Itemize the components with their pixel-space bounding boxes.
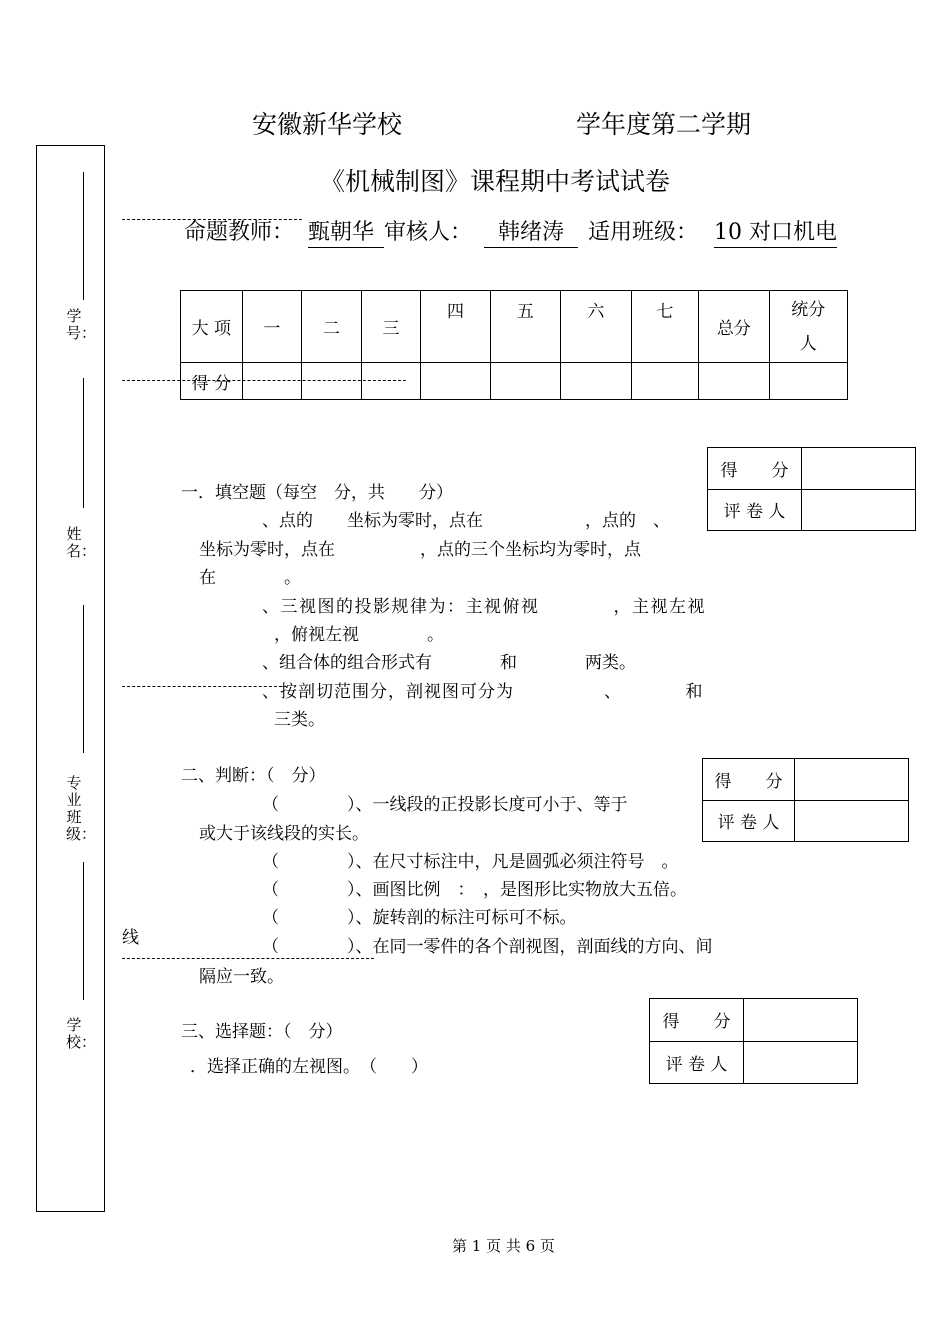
col-4: 四 [421, 291, 490, 363]
s2-q2: （ ）、在尺寸标注中，凡是圆弧必须注符号 。 [262, 852, 679, 872]
grade-box-2 [702, 758, 909, 842]
grade-score-cell[interactable] [744, 999, 858, 1042]
grader-cell[interactable] [744, 1041, 858, 1084]
student-name-label: 姓名： [66, 525, 97, 560]
cut-line [122, 686, 282, 687]
binding-line [83, 605, 84, 753]
grade-box-3 [649, 998, 858, 1084]
class-label-top: 适用班级： [588, 220, 699, 245]
score-cell[interactable] [421, 363, 490, 400]
section1-title: 一．填空题（每空 分，共 分） [181, 483, 453, 503]
s2-q4: （ ）、旋转剖的标注可标可不标。 [262, 908, 577, 928]
col-3: 三 [361, 291, 421, 363]
binding-line [83, 378, 84, 508]
col-2: 二 [302, 291, 362, 363]
binding-line [83, 862, 84, 1000]
section2-title: 二、判断：（ 分） [181, 766, 326, 786]
s2-q1-line1: （ ）、一线段的正投影长度可小于、等于 [262, 795, 628, 815]
s2-q1-line2: 或大于该线段的实长。 [199, 824, 369, 844]
s2-q3: （ ）、画图比例 ： ，是图形比实物放大五倍。 [262, 880, 687, 900]
score-cell[interactable] [242, 363, 302, 400]
item-header: 大 项 [181, 291, 243, 363]
grader-label: 评 卷 人 [708, 489, 802, 531]
scorer-header-line1: 统分 [791, 299, 826, 320]
binding-line-label: 线 [122, 928, 139, 948]
score-cell[interactable] [561, 363, 631, 400]
s1-q1-line1: 、点的 坐标为零时，点在 ，点的 、 [262, 511, 670, 531]
grade-score-cell[interactable] [802, 448, 916, 490]
scorer-header [769, 291, 847, 363]
class-value: 10 对口机电 [714, 219, 837, 248]
col-5: 五 [490, 291, 560, 363]
student-id-label: 学号： [66, 307, 97, 342]
exam-title: 《机械制图》课程期中考试试卷 [320, 167, 671, 196]
grade-score-cell[interactable] [795, 759, 909, 801]
grader-label: 评 卷 人 [703, 800, 795, 842]
semester: 学年度第二学期 [576, 110, 752, 139]
s1-q1-line2: 坐标为零时，点在 ，点的三个坐标均为零时，点 [199, 540, 641, 560]
binding-strip [36, 145, 105, 1212]
s2-q5-line2: 隔应一致。 [199, 967, 284, 987]
cut-line [122, 380, 406, 381]
reviewer-name: 韩绪涛 [484, 219, 578, 248]
col-6: 六 [561, 291, 631, 363]
cut-line [122, 958, 374, 959]
s1-q4-line1: 、按剖切范围分，剖视图可分为 、 和 [262, 682, 704, 702]
section3-title: 三、选择题：（ 分） [181, 1022, 343, 1042]
s2-q5-line1: （ ）、在同一零件的各个剖视图，剖面线的方向、间 [262, 937, 713, 957]
score-cell[interactable] [490, 363, 560, 400]
s3-q1: ．选择正确的左视图。 （ ） [190, 1057, 428, 1077]
scorer-header-line2: 人 [799, 333, 817, 354]
reviewer-label: 审核人： [384, 220, 473, 245]
score-cell[interactable] [361, 363, 421, 400]
s1-q2-line1: 、三视图的投影规律为：主视俯视 ，主视左视 [262, 597, 706, 617]
binding-line [83, 172, 84, 300]
grader-label: 评 卷 人 [650, 1041, 744, 1084]
grade-box-1 [707, 447, 916, 531]
score-table [180, 290, 848, 400]
grader-cell[interactable] [802, 489, 916, 531]
score-cell[interactable] [302, 363, 362, 400]
page-footer: 第 1 页 共 6 页 [452, 1237, 555, 1255]
school-label: 学校： [66, 1016, 97, 1051]
score-row-label: 得 分 [181, 363, 243, 400]
col-7: 七 [631, 291, 698, 363]
col-1: 一 [242, 291, 302, 363]
score-cell[interactable] [631, 363, 698, 400]
grade-score-label: 得 分 [650, 999, 744, 1042]
score-cell[interactable] [769, 363, 847, 400]
total-header: 总分 [699, 291, 769, 363]
grade-score-label: 得 分 [703, 759, 795, 801]
school-name: 安徽新华学校 [252, 110, 403, 139]
score-cell[interactable] [699, 363, 769, 400]
grade-score-label: 得 分 [708, 448, 802, 490]
s1-q1-line3: 在 。 [199, 568, 301, 588]
s1-q4-line2: 三类。 [274, 710, 325, 730]
teacher-name: 甄朝华 [308, 219, 384, 248]
teacher-label: 命题教师： [184, 220, 295, 245]
s1-q2-line2: ，俯视左视 。 [274, 625, 444, 645]
s1-q3: 、组合体的组合形式有 和 两类。 [262, 653, 636, 673]
grader-cell[interactable] [795, 800, 909, 842]
class-label: 专业班级： [66, 774, 97, 843]
